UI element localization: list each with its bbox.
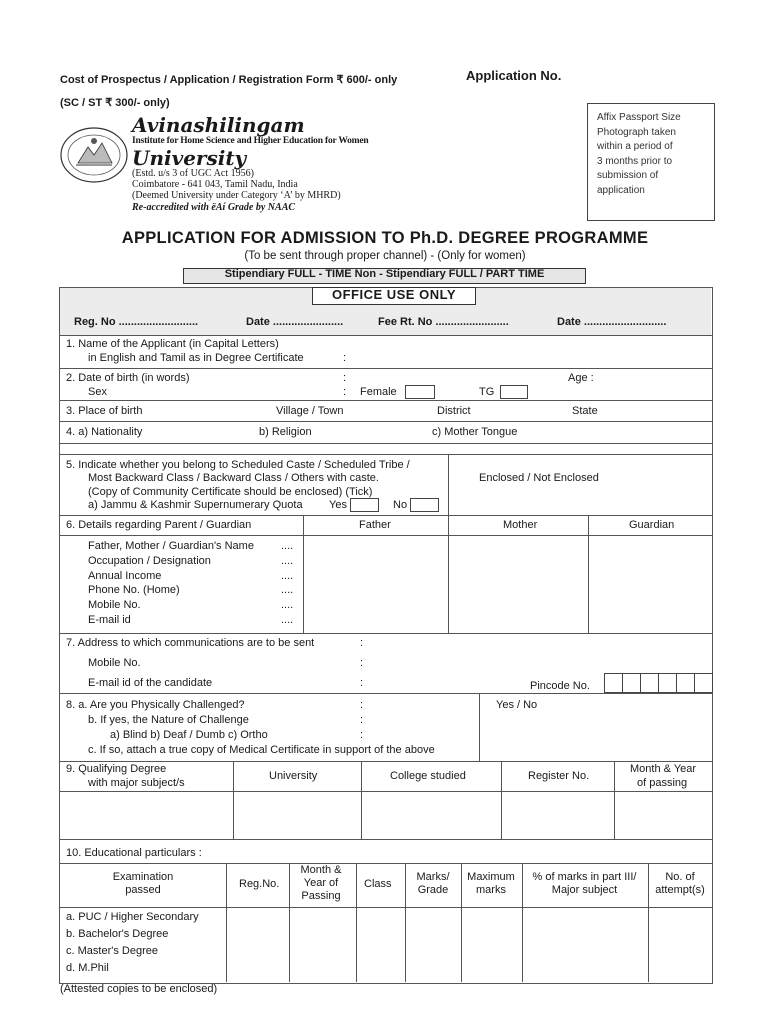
q8-colon: : bbox=[360, 714, 364, 726]
q10-row: c. Master's Degree bbox=[66, 945, 158, 957]
q8-colon: : bbox=[360, 729, 364, 741]
q5-enclosed: Enclosed / Not Enclosed bbox=[479, 472, 599, 484]
q4-religion: b) Religion bbox=[259, 426, 312, 438]
university-name-top: Avinashilingam bbox=[132, 113, 305, 137]
q1-label: 1. Name of the Applicant (in Capital Letters) bbox=[66, 338, 279, 350]
q6-dots: .... bbox=[281, 599, 294, 611]
q10-exam-header-2: passed bbox=[125, 884, 161, 896]
q3-village: Village / Town bbox=[276, 405, 344, 417]
q6-guardian: Guardian bbox=[629, 519, 675, 531]
university-deemed: (Deemed University under Category ‘A’ by MHRD) bbox=[132, 190, 341, 201]
q6-row: Occupation / Designation bbox=[88, 555, 211, 567]
female-checkbox[interactable] bbox=[405, 385, 435, 399]
q10-max-header-2: marks bbox=[476, 884, 506, 896]
q6-row: E-mail id bbox=[88, 614, 131, 626]
q4-nationality: 4. a) Nationality bbox=[66, 426, 143, 438]
university-estd: (Estd. u/s 3 of UGC Act 1956) bbox=[132, 168, 254, 179]
q10-month-header-3: Passing bbox=[301, 890, 341, 902]
q3-district: District bbox=[437, 405, 471, 417]
q7-mobile: Mobile No. bbox=[88, 657, 141, 669]
q2-tg: TG bbox=[479, 386, 495, 398]
q9-register: Register No. bbox=[528, 770, 590, 782]
university-tagline: Institute for Home Science and Higher Education for Women bbox=[132, 136, 369, 146]
q9-month: Month & Year bbox=[630, 763, 697, 775]
tg-checkbox[interactable] bbox=[500, 385, 528, 399]
q10-max-header: Maximum bbox=[467, 871, 515, 883]
photo-line: 3 months prior to bbox=[597, 155, 673, 167]
q10-attempts-header: No. of bbox=[665, 871, 695, 883]
q10-month-header-2: Year of bbox=[303, 877, 339, 889]
q2-female: Female bbox=[360, 386, 397, 398]
university-name-bottom: University bbox=[132, 146, 247, 170]
jk-yes-checkbox[interactable] bbox=[350, 498, 379, 512]
q8-c: c. If so, attach a true copy of Medical Certificate in support of the above bbox=[88, 744, 435, 756]
q6-row: Phone No. (Home) bbox=[88, 584, 180, 596]
q10-regno-header: Reg.No. bbox=[239, 878, 280, 890]
q2-age: Age : bbox=[568, 372, 594, 384]
q3-place: 3. Place of birth bbox=[66, 405, 143, 417]
form-mode: Stipendiary FULL - TIME Non - Stipendiary FULL / PART TIME bbox=[224, 268, 545, 280]
photo-line: application bbox=[597, 184, 645, 196]
q10-month-header: Month & bbox=[300, 864, 342, 876]
q5-no: No bbox=[393, 499, 408, 511]
q10-exam-header: Examination bbox=[112, 871, 174, 883]
q6-dots: .... bbox=[281, 584, 294, 596]
q1-colon: : bbox=[343, 352, 347, 364]
photo-box bbox=[587, 103, 715, 221]
q5-line3: (Copy of Community Certificate should be enclosed) (Tick) bbox=[88, 486, 373, 498]
q6-dots: .... bbox=[281, 614, 294, 626]
q6-label: 6. Details regarding Parent / Guardian bbox=[66, 519, 252, 531]
q6-row: Father, Mother / Guardian's Name bbox=[88, 540, 254, 552]
q10-row: d. M.Phil bbox=[66, 962, 109, 974]
q4-mother-tongue: c) Mother Tongue bbox=[432, 426, 518, 438]
photo-line: Affix Passport Size bbox=[597, 112, 681, 123]
q8-yesno: Yes / No bbox=[496, 699, 538, 711]
q9-college: College studied bbox=[390, 770, 466, 782]
q7-address: 7. Address to which communications are to be sent bbox=[66, 637, 315, 649]
q6-father: Father bbox=[359, 519, 391, 531]
q2-colon: : bbox=[343, 372, 347, 384]
q10-label: 10. Educational particulars : bbox=[66, 847, 202, 859]
q5-yes: Yes bbox=[329, 499, 347, 511]
q5-line1: 5. Indicate whether you belong to Scheduled Caste / Scheduled Tribe / bbox=[66, 459, 410, 471]
q2-colon-2: : bbox=[343, 386, 347, 398]
q2-dob-label: 2. Date of birth (in words) bbox=[66, 372, 190, 384]
q10-pct-header-2: Major subject bbox=[551, 884, 618, 896]
form-title: APPLICATION FOR ADMISSION TO Ph.D. DEGREE PROGRAMME bbox=[121, 229, 649, 247]
q6-mother: Mother bbox=[503, 519, 538, 531]
q3-state: State bbox=[572, 405, 598, 417]
form-subtitle: (To be sent through proper channel) - (Only for women) bbox=[244, 250, 526, 262]
q6-dots: .... bbox=[281, 540, 294, 552]
pincode-boxes[interactable] bbox=[604, 673, 713, 693]
office-reg-no: Reg. No .......................... bbox=[74, 316, 199, 328]
q7-email: E-mail id of the candidate bbox=[88, 677, 213, 689]
q6-dots: .... bbox=[281, 570, 294, 582]
photo-line: within a period of bbox=[597, 141, 673, 152]
prospectus-cost: Cost of Prospectus / Application / Registration Form ₹ 600/- only bbox=[60, 74, 398, 86]
application-no: Application No. bbox=[466, 68, 562, 83]
office-date: Date ....................... bbox=[246, 316, 344, 328]
university-seal-icon bbox=[58, 125, 130, 185]
footer-note: (Attested copies to be enclosed) bbox=[60, 983, 218, 995]
q9-degree: 9. Qualifying Degree bbox=[66, 763, 167, 775]
university-accredited: Re-accredited with ëAí Grade by NAAC bbox=[132, 202, 296, 213]
q10-row: b. Bachelor's Degree bbox=[66, 928, 169, 940]
q8-colon: : bbox=[360, 699, 364, 711]
q8-b: b. If yes, the Nature of Challenge bbox=[88, 714, 249, 726]
office-use-title: OFFICE USE ONLY bbox=[331, 287, 457, 302]
q10-marks-header-2: Grade bbox=[417, 884, 449, 896]
q7-colon: : bbox=[360, 637, 364, 649]
scst-cost: (SC / ST ₹ 300/- only) bbox=[60, 97, 170, 109]
q6-row: Annual Income bbox=[88, 570, 162, 582]
q2-sex-label: Sex bbox=[88, 386, 107, 398]
q10-attempts-header-2: attempt(s) bbox=[655, 884, 705, 896]
q6-row: Mobile No. bbox=[88, 599, 141, 611]
q8-options: a) Blind b) Deaf / Dumb c) Ortho bbox=[110, 729, 268, 741]
q5-jk-quota: a) Jammu & Kashmir Supernumerary Quota bbox=[88, 499, 303, 511]
q9-month-2: of passing bbox=[637, 777, 688, 789]
q5-line2: Most Backward Class / Backward Class / Others with caste. bbox=[88, 472, 379, 484]
q1-label-2: in English and Tamil as in Degree Certificate bbox=[88, 352, 304, 364]
photo-line: submission of bbox=[597, 170, 659, 181]
office-fee-no: Fee Rt. No ........................ bbox=[378, 316, 509, 328]
q9-degree-2: with major subject/s bbox=[88, 777, 185, 789]
university-address: Coimbatore - 641 043, Tamil Nadu, India bbox=[132, 179, 298, 190]
q7-colon: : bbox=[360, 657, 364, 669]
jk-no-checkbox[interactable] bbox=[410, 498, 439, 512]
q9-university: University bbox=[269, 770, 318, 782]
q7-colon: : bbox=[360, 677, 364, 689]
q10-marks-header: Marks/ bbox=[416, 871, 450, 883]
q10-class-header: Class bbox=[364, 878, 392, 890]
office-date-2: Date ........................... bbox=[557, 316, 667, 328]
photo-line: Photograph taken bbox=[597, 126, 676, 138]
q8-a: 8. a. Are you Physically Challenged? bbox=[66, 699, 245, 711]
q7-pincode: Pincode No. bbox=[530, 680, 590, 692]
q10-pct-header: % of marks in part III/ bbox=[532, 871, 637, 883]
q6-dots: .... bbox=[281, 555, 294, 567]
q10-row: a. PUC / Higher Secondary bbox=[66, 911, 199, 923]
